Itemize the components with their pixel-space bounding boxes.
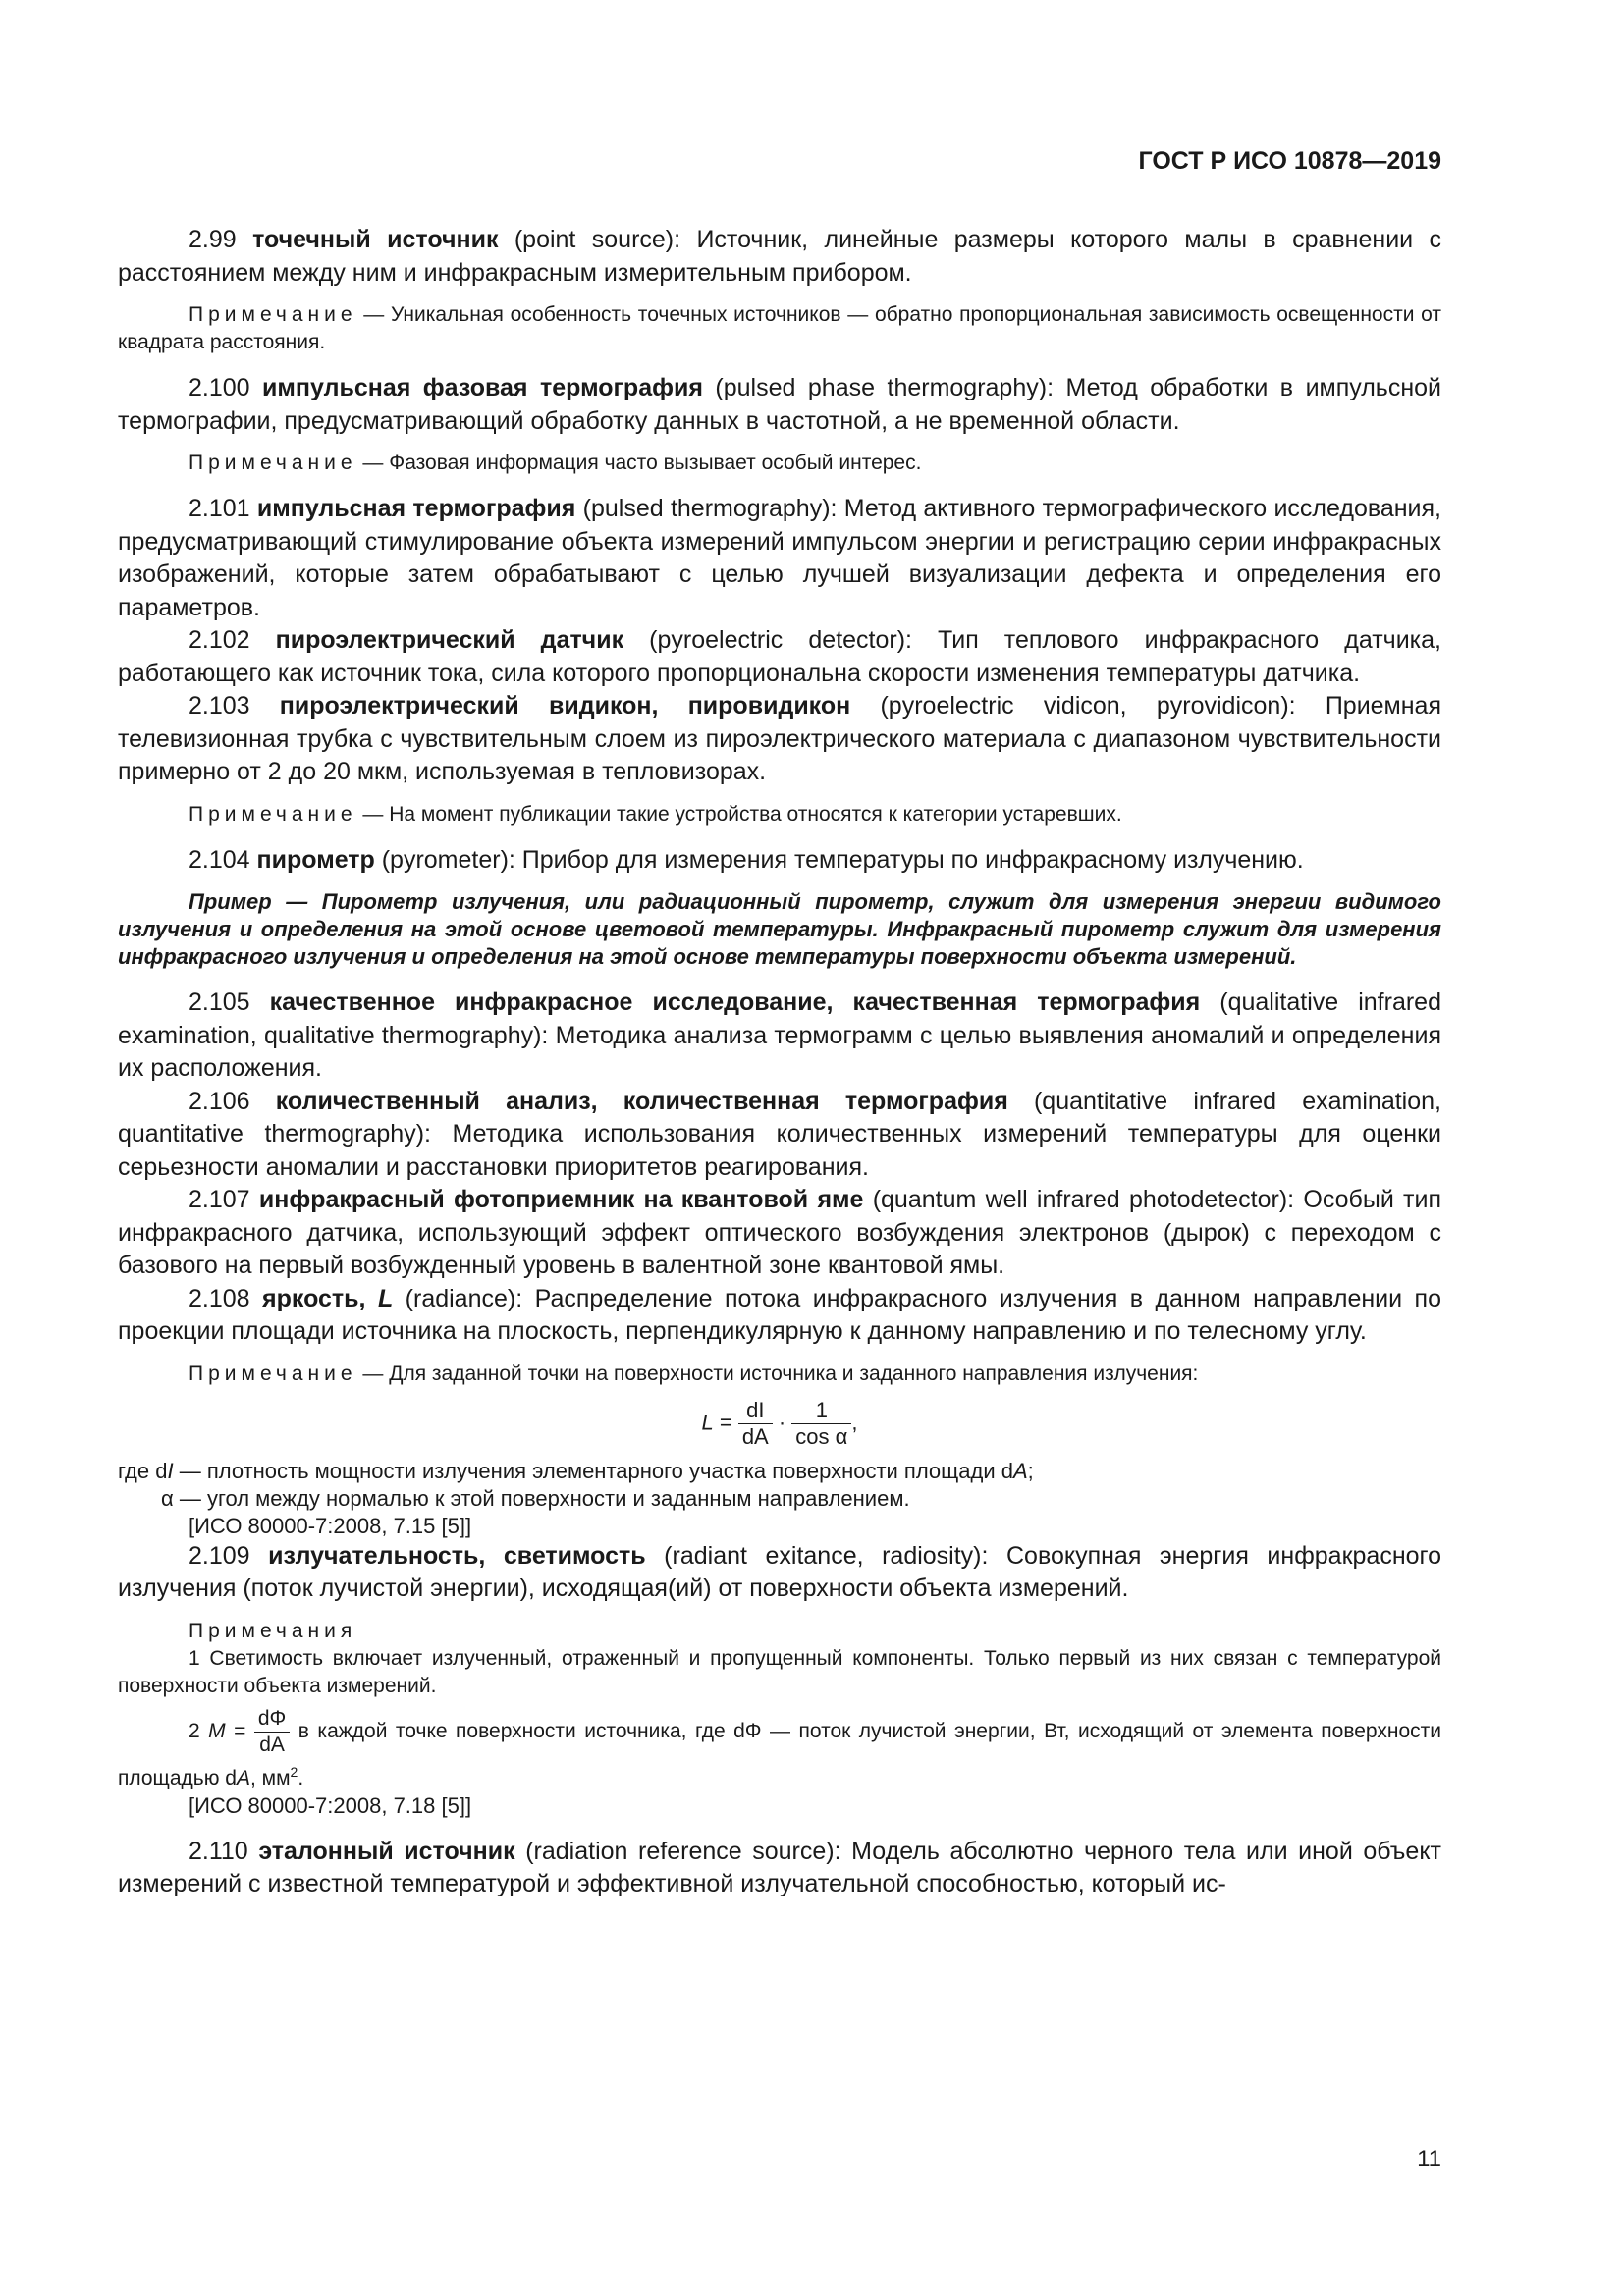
note-2-103 xyxy=(118,801,1441,828)
entry-definition: (pyrometer): Прибор для измерения температуры по инфракрасному излучению. xyxy=(374,845,1304,874)
entry-number: 2.102 xyxy=(189,626,250,654)
fraction-numerator: 1 xyxy=(791,1398,851,1424)
note-text: в каждой точке поверхности источника, где dΦ — поток лучистой энергии, Вт, исходящий от элемента поверхности площадью d xyxy=(118,1719,1441,1789)
entry-number: 2.99 xyxy=(189,226,237,253)
formula-equals: = xyxy=(713,1409,738,1434)
note-2-108 xyxy=(118,1361,1441,1388)
entry-definition: (pulsed thermography): Метод активного термографического исследования, предусматривающий стимулирование объекта измерений импульсом энергии и регистрацию серии инфракрасных изображений, которые затем обрабатывают с целью лучшей визуализации дефекта и определения его параметров. xyxy=(118,495,1442,621)
entry-2-102 xyxy=(118,624,1441,690)
legend-line-2: α — угол между нормалью к этой поверхности и заданным направлением. xyxy=(161,1485,910,1511)
legend-text: где d xyxy=(118,1458,168,1483)
note-text: — Фазовая информация часто вызывает особый интерес. xyxy=(356,452,922,474)
entry-term: количественный анализ, количественная термография xyxy=(275,1087,1008,1115)
page-content xyxy=(118,224,1441,1901)
entry-definition: (pyroelectric detector): Тип теплового инфракрасного датчика, работающего как источник тока, сила которого пропорциональна скорости изменения температуры датчика. xyxy=(118,626,1441,687)
fraction-denominator: dA xyxy=(741,1423,769,1449)
formula-lhs: L xyxy=(701,1409,714,1434)
entry-definition: (pyroelectric vidicon, pyrovidicon): Приемная телевизионная трубка с чувствительным слоем из пироэлектрического материала с диапазоном чувствительности примерно от 2 до 20 мкм, используемая в тепловизорах. xyxy=(118,692,1441,785)
note-label: Примечание xyxy=(189,1362,357,1385)
legend-line-1 xyxy=(118,1458,1441,1485)
entry-2-104 xyxy=(118,844,1441,878)
fraction-denominator: dA xyxy=(259,1733,285,1756)
entry-number: 2.107 xyxy=(189,1186,250,1213)
fraction-numerator: dΦ xyxy=(254,1706,290,1733)
example-2-104: Пример — Пирометр излучения, или радиационный пирометр, служит для измерения энергии видимого излучения и определения на этой основе цветовой температуры. Инфракрасный пирометр служит для измерения инфракрасного излучения и определения на этой основе температуры поверхности объекта измерений. xyxy=(118,889,1441,969)
notes-label: Примечания xyxy=(189,1619,357,1642)
entry-term: пирометр xyxy=(256,845,375,874)
entry-definition: (qualitative infrared examination, qualitative thermography): Методика анализа термограмм с целью выявления аномалий и определения их расположения. xyxy=(118,988,1441,1082)
entry-number: 2.106 xyxy=(189,1087,250,1115)
note-2-99 xyxy=(118,301,1441,356)
entry-2-108 xyxy=(118,1283,1441,1349)
legend-symbol: I xyxy=(167,1458,174,1483)
note-2 xyxy=(118,1706,1441,1792)
notes-heading xyxy=(118,1618,1441,1645)
entry-2-106 xyxy=(118,1086,1441,1185)
entry-2-99 xyxy=(118,224,1441,290)
entry-term-symbol: L xyxy=(377,1284,394,1312)
note-label: Примечание xyxy=(189,303,357,326)
legend-symbol: A xyxy=(1012,1458,1028,1483)
entry-term: пироэлектрический датчик xyxy=(275,626,624,654)
formula-fraction-1 xyxy=(738,1398,773,1450)
entry-number: 2.100 xyxy=(189,374,250,401)
entry-term: излучательность, светимость xyxy=(268,1541,646,1570)
entry-definition: (radiation reference source): Модель абсолютно черного тела или иной объект измерений с известной температурой и эффективной излучательной способностью, который ис- xyxy=(118,1837,1441,1897)
note-symbol: A xyxy=(236,1766,250,1789)
fraction-numerator: dI xyxy=(738,1398,773,1424)
note-symbol: M xyxy=(208,1719,226,1742)
page-number: 11 xyxy=(1417,2146,1441,2172)
entry-term: точечный источник xyxy=(252,226,499,253)
entry-definition: (pulsed phase thermography): Метод обработки в импульсной термографии, предусматривающий обработку данных в частотной, а не временной области. xyxy=(118,374,1441,435)
entry-2-103 xyxy=(118,690,1441,789)
entry-term: импульсная термография xyxy=(256,495,576,522)
entry-term: импульсная фазовая термография xyxy=(262,374,703,401)
entry-2-100 xyxy=(118,372,1441,438)
note-text: — Для заданной точки на поверхности источника и заданного направления излучения: xyxy=(356,1362,1199,1385)
note-text: — На момент публикации такие устройства относятся к категории устаревших. xyxy=(356,802,1122,826)
source-reference: [ИСО 80000-7:2008, 7.15 [5]] xyxy=(189,1513,472,1538)
formula-dot: · xyxy=(772,1409,792,1434)
note-equals: = xyxy=(225,1719,254,1742)
entry-term: яркость, xyxy=(262,1284,378,1312)
entry-number: 2.103 xyxy=(189,692,250,720)
note-label: Примечание xyxy=(189,452,357,474)
source-reference: [ИСО 80000-7:2008, 7.18 [5]] xyxy=(189,1792,472,1818)
entry-number: 2.105 xyxy=(189,988,250,1016)
entry-number: 2.104 xyxy=(189,845,250,874)
entry-term: эталонный источник xyxy=(258,1837,515,1865)
note-2-100 xyxy=(118,450,1441,477)
entry-definition: (quantum well infrared photodetector): Особый тип инфракрасного датчика, использующий эффект оптического возбуждения электронов (дырок) с переходом с базового на первый возбужденный уровень в валентной зоне квантовой ямы. xyxy=(118,1186,1442,1279)
entry-2-109 xyxy=(118,1540,1441,1606)
legend-text: — плотность мощности излучения элементарного участка поверхности площади d xyxy=(173,1458,1013,1483)
entry-definition: (point source): Источник, линейные размеры которого малы в сравнении с расстоянием между ним и инфракрасным измерительным прибором. xyxy=(118,226,1442,287)
entry-definition: (quantitative infrared examination, quantitative thermography): Методика использования количественных измерений температуры для оценки серьезности аномалии и расстановки приоритетов реагирования. xyxy=(118,1087,1441,1181)
note-superscript: 2 xyxy=(290,1763,298,1780)
entry-number: 2.108 xyxy=(189,1284,250,1312)
note-number: 2 xyxy=(189,1719,209,1742)
entry-definition: (radiance): Распределение потока инфракрасного излучения в данном направлении по проекции площади источника на плоскость, перпендикулярную к данному направлению и по телесному углу. xyxy=(118,1284,1441,1345)
standard-header: ГОСТ Р ИСО 10878—2019 xyxy=(1138,147,1441,175)
entry-term: качественное инфракрасное исследование, качественная термография xyxy=(269,988,1201,1016)
note-label: Примечание xyxy=(189,802,357,826)
formula-fraction-2 xyxy=(791,1398,851,1450)
entry-number: 2.109 xyxy=(189,1541,250,1570)
note-text: , мм xyxy=(249,1766,291,1789)
note-1: 1 Светимость включает излученный, отраженный и пропущенный компоненты. Только первый из них связан с температурой поверхности объекта измерений. xyxy=(118,1646,1441,1697)
entry-number: 2.101 xyxy=(189,495,250,522)
legend-text: ; xyxy=(1027,1458,1034,1483)
entry-definition: (radiant exitance, radiosity): Совокупная энергия инфракрасного излучения (поток лучистой энергии), исходящая(ий) от поверхности объекта измерений. xyxy=(118,1541,1441,1602)
entry-2-101 xyxy=(118,493,1441,624)
entry-2-105 xyxy=(118,987,1441,1086)
formula-legend xyxy=(118,1458,1441,1513)
formula-tail: , xyxy=(851,1409,858,1434)
entry-term: инфракрасный фотоприемник на квантовой яме xyxy=(258,1186,864,1213)
note-text: — Уникальная особенность точечных источников — обратно пропорциональная зависимость освещенности от квадрата расстояния. xyxy=(118,303,1441,353)
entry-number: 2.110 xyxy=(189,1837,248,1865)
entry-2-107 xyxy=(118,1184,1441,1283)
entry-term: пироэлектрический видикон, пировидикон xyxy=(279,692,851,720)
note-text: . xyxy=(298,1766,304,1789)
radiance-formula xyxy=(118,1398,1441,1450)
fraction-denominator: cos α xyxy=(795,1423,848,1449)
note-fraction xyxy=(254,1706,290,1758)
entry-2-110 xyxy=(118,1836,1441,1901)
